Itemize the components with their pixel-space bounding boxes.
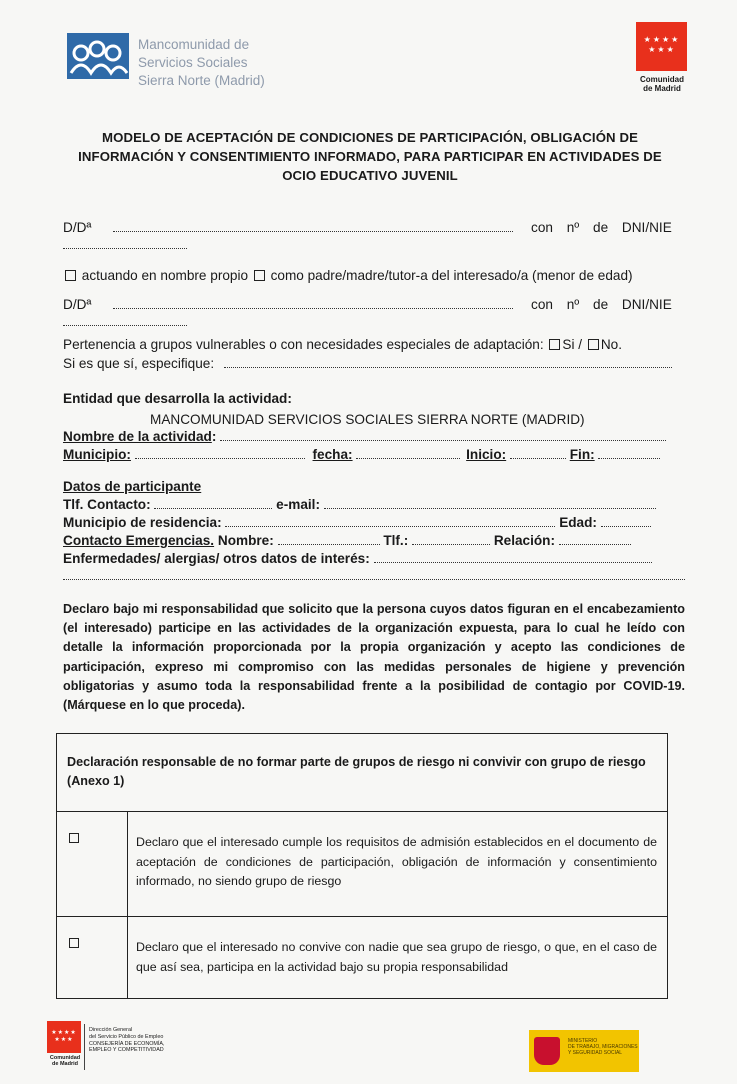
- nombre-actividad-field[interactable]: [220, 428, 666, 441]
- checkbox-no[interactable]: [588, 339, 599, 350]
- como-padre-label: como padre/madre/tutor-a del interesado/a (menor de edad): [270, 268, 633, 283]
- dg-line-3: CONSEJERÍA DE ECONOMÍA,: [89, 1040, 165, 1047]
- enfermedades-row: [63, 550, 652, 567]
- declaration-paragraph: Declaro bajo mi responsabilidad que solicito que la persona cuyos datos figuran en el encabezamiento (el interesado) participe en las actividades de la organización expuesta, para lo cual he leído con detalle la información proporcionada por la propia organización y acepto las condiciones de participación, expreso mi compromiso con las medidas personales de higiene y prevención obligatorias y asumo toda la responsabilidad frente a la posibilidad de contagio por COVID-19. (Márquese en lo que proceda).: [63, 602, 685, 713]
- dda-label-2: D/Dª: [63, 297, 92, 312]
- table-header: Declaración responsable de no formar parte de grupos de riesgo ni convivir con grupo de riesgo (Anexo 1): [57, 734, 667, 812]
- entidad-label: Entidad que desarrolla la actividad:: [63, 391, 292, 406]
- footer-cm-line-1: Comunidad: [49, 1055, 81, 1061]
- org-line-3: Sierra Norte (Madrid): [138, 73, 265, 88]
- tlf-email-row: [63, 496, 656, 513]
- row2-text: Declaro que el interesado no convive con nadie que sea grupo de riesgo, o que, en el caso de que así sea, participa en la actividad bajo su propia responsabilidad: [136, 940, 657, 974]
- municipio-residencia-label: Municipio de residencia:: [63, 515, 222, 530]
- actuando-row: [63, 267, 633, 284]
- fecha-label: fecha:: [312, 447, 353, 462]
- emergencia-nombre-field[interactable]: [278, 532, 380, 545]
- footer-flag-icon: ★★★★ ★★★: [47, 1021, 81, 1053]
- actuando-propio-label: actuando en nombre propio: [81, 268, 249, 283]
- nombre-actividad-row: Nombre de la actividad:: [63, 428, 666, 445]
- pertenencia-row: [63, 336, 622, 353]
- checkbox-no-grupo-riesgo[interactable]: [69, 833, 79, 843]
- edad-field[interactable]: [601, 514, 651, 527]
- ministry-line-3: Y SEGURIDAD SOCIAL: [568, 1050, 623, 1056]
- nombre-label: Nombre:: [217, 533, 274, 548]
- dni-field-2[interactable]: [63, 313, 187, 326]
- table-row: [57, 917, 667, 998]
- dni-label: con nº de DNI/NIE: [531, 220, 672, 235]
- dda-name-field-2[interactable]: [113, 296, 513, 309]
- enfermedades-field-2[interactable]: [63, 567, 685, 580]
- dda-name-field[interactable]: [113, 219, 513, 232]
- dg-line-2: del Servicio Público de Empleo: [89, 1033, 164, 1040]
- especifique-label: Si es que sí, especifique:: [63, 356, 215, 371]
- inicio-label: Inicio:: [466, 447, 507, 462]
- org-line-2: Servicios Sociales: [138, 55, 248, 70]
- fin-field[interactable]: [598, 446, 660, 459]
- no-label: No.: [600, 337, 622, 352]
- contacto-emergencias-label: Contacto Emergencias.: [63, 533, 215, 548]
- fecha-field[interactable]: [356, 446, 460, 459]
- footer-cm-line-2: de Madrid: [52, 1061, 78, 1067]
- enfermedades-field[interactable]: [374, 550, 652, 563]
- relacion-field[interactable]: [559, 532, 631, 545]
- tlf-label: Tlf.:: [383, 533, 409, 548]
- table-row: [57, 812, 667, 917]
- cm-label-line-1: Comunidad: [640, 75, 684, 84]
- email-label: e-mail:: [276, 497, 320, 512]
- title-line-3: OCIO EDUCATIVO JUVENIL: [282, 168, 458, 183]
- title-line-2: INFORMACIÓN Y CONSENTIMIENTO INFORMADO, PARA PARTICIPAR EN ACTIVIDADES DE: [78, 149, 662, 164]
- comunidad-madrid-logo: [636, 22, 688, 93]
- dda-row-1: [63, 219, 672, 236]
- relacion-label: Relación:: [493, 533, 555, 548]
- si-label: Si /: [562, 337, 583, 352]
- datos-participante-heading: Datos de participante: [63, 479, 202, 494]
- cm-label-line-2: de Madrid: [643, 84, 681, 93]
- enfermedades-label: Enfermedades/ alergias/ otros datos de interés:: [63, 551, 370, 566]
- org-line-1: Mancomunidad de: [138, 37, 250, 52]
- email-field[interactable]: [324, 496, 656, 509]
- dg-line-1: Dirección General: [89, 1027, 133, 1033]
- checkbox-si[interactable]: [549, 339, 560, 350]
- tlf-contacto-field[interactable]: [154, 496, 272, 509]
- footer-divider: [84, 1024, 85, 1070]
- municipio-residencia-row: [63, 514, 651, 531]
- edad-label: Edad:: [559, 515, 597, 530]
- row1-text: Declaro que el interesado cumple los requisitos de admisión establecidos en el documento de aceptación de condiciones de participación, obligación de información y consentimiento informado, no siendo grupo de riesgo: [136, 835, 657, 888]
- nombre-actividad-label: Nombre de la actividad: [63, 429, 212, 444]
- tlf-contacto-label: Tlf. Contacto:: [63, 497, 151, 512]
- inicio-field[interactable]: [510, 446, 566, 459]
- especifique-field[interactable]: [224, 355, 672, 368]
- ministry-line-2: DE TRABAJO, MIGRACIONES: [568, 1044, 638, 1050]
- spain-coat-of-arms-icon: [534, 1037, 560, 1065]
- mancomunidad-logo-icon: [67, 33, 129, 79]
- declaracion-table: [56, 733, 668, 999]
- especifique-row: [63, 355, 672, 372]
- document-title: [40, 128, 700, 185]
- emergencia-tlf-field[interactable]: [412, 532, 490, 545]
- municipio-field[interactable]: [135, 446, 305, 459]
- dda-label: D/Dª: [63, 220, 92, 235]
- dni-field-1[interactable]: [63, 236, 187, 249]
- pertenencia-label: Pertenencia a grupos vulnerables o con necesidades especiales de adaptación:: [63, 337, 544, 352]
- comunidad-madrid-flag-icon: ★★★★ ★★★: [636, 22, 687, 71]
- municipio-label: Municipio:: [63, 447, 131, 462]
- municipio-row: [63, 446, 660, 463]
- contacto-emergencias-row: [63, 532, 631, 549]
- dg-line-4: EMPLEO Y COMPETITIVIDAD: [89, 1047, 164, 1054]
- dda-row-2: [63, 296, 672, 313]
- ministerio-logo: [529, 1030, 639, 1072]
- municipio-residencia-field[interactable]: [225, 514, 555, 527]
- checkbox-no-convive[interactable]: [69, 938, 79, 948]
- mancomunidad-name: [138, 36, 265, 90]
- footer-direccion-general: [89, 1027, 164, 1054]
- dni-label-2: con nº de DNI/NIE: [531, 297, 672, 312]
- checkbox-nombre-propio[interactable]: [65, 270, 76, 281]
- fin-label: Fin:: [569, 447, 595, 462]
- ministry-line-1: MINISTERIO: [568, 1038, 598, 1044]
- entidad-value: MANCOMUNIDAD SERVICIOS SOCIALES SIERRA NORTE (MADRID): [150, 412, 585, 427]
- footer-comunidad-madrid-logo: [45, 1021, 85, 1067]
- checkbox-padre-madre-tutor[interactable]: [254, 270, 265, 281]
- title-line-1: MODELO DE ACEPTACIÓN DE CONDICIONES DE PARTICIPACIÓN, OBLIGACIÓN DE: [102, 130, 638, 145]
